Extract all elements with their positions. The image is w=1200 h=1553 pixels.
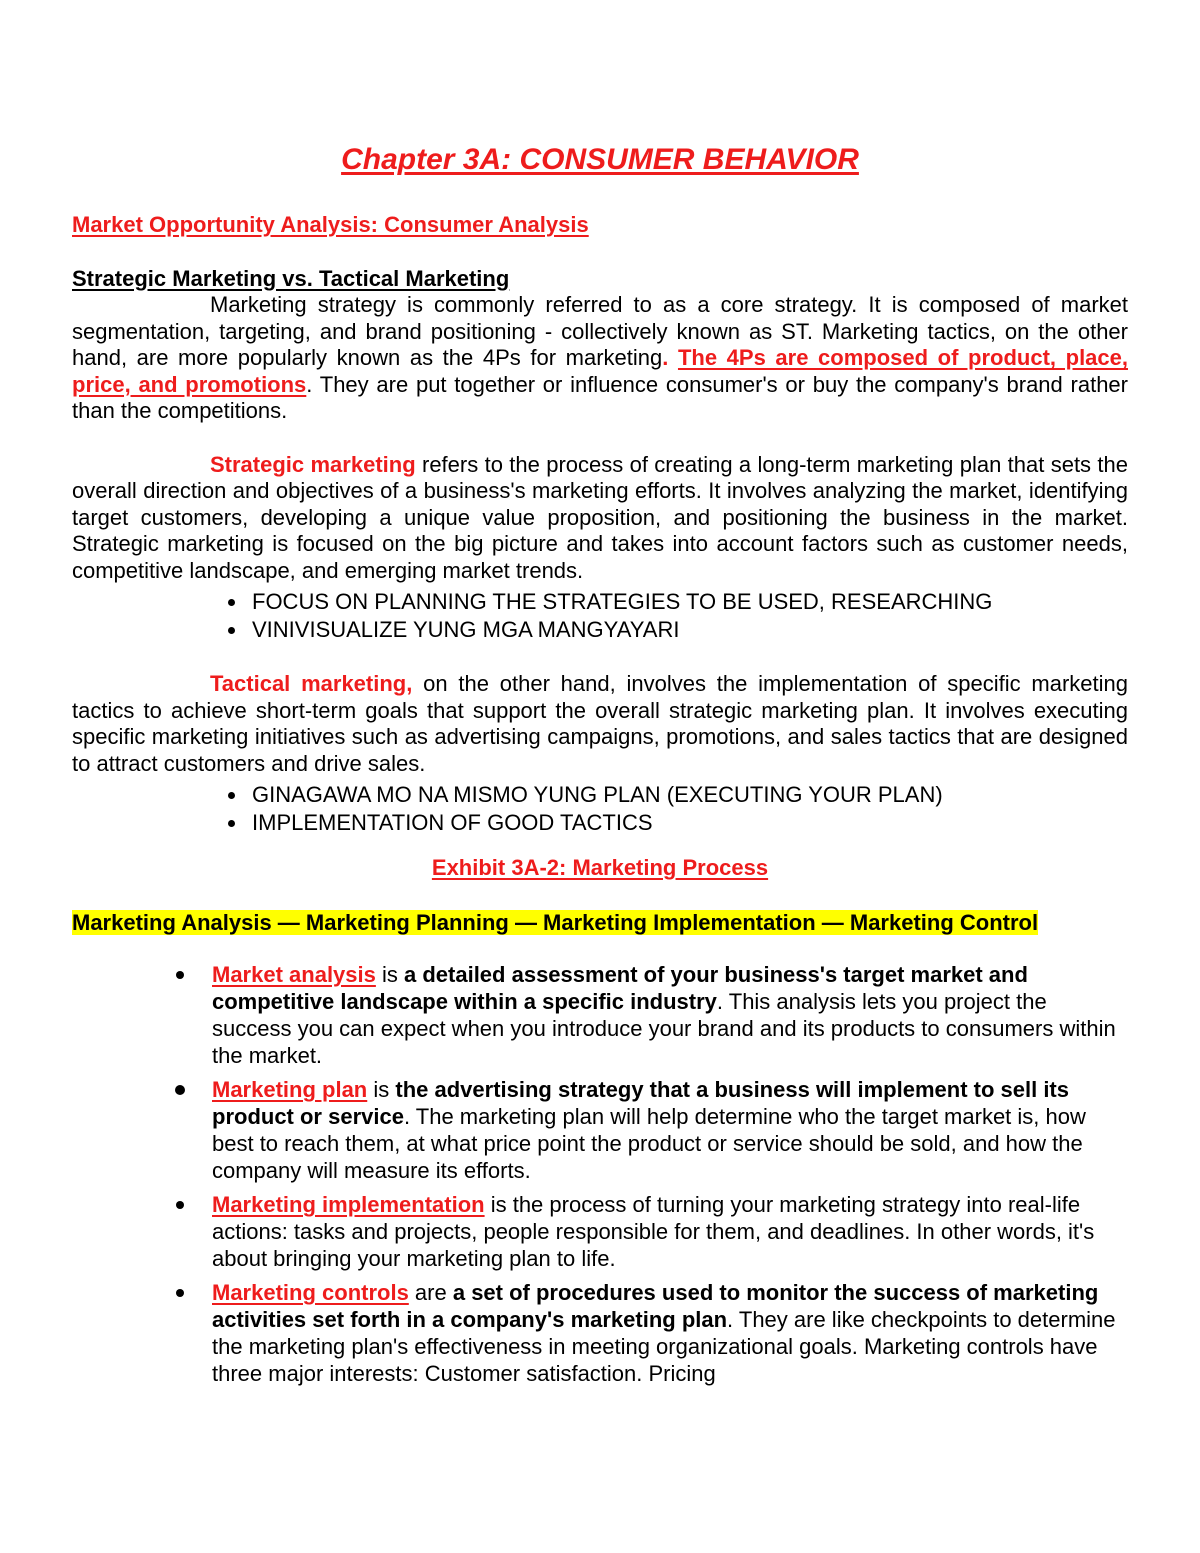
process-list xyxy=(72,961,1128,1387)
list-item xyxy=(212,1279,1128,1387)
process-definition: a set of procedures used to monitor the success of marketing activities set forth in a company's marketing plan xyxy=(212,1280,1099,1332)
process-term: Market analysis xyxy=(212,962,376,987)
process-line xyxy=(72,910,1128,937)
intro-text-a: Marketing strategy is commonly referred to as a core strategy. It is composed of market segmentation, targeting, and brand positioning - collectively known as ST. Marketing tactics, on the other hand, are more popularly known as the 4Ps for marketing xyxy=(72,292,1128,370)
section-heading: Market Opportunity Analysis: Consumer Analysis xyxy=(72,212,589,237)
list-item: GINAGAWA MO NA MISMO YUNG PLAN (EXECUTING YOUR PLAN) xyxy=(252,781,1128,809)
strategic-paragraph xyxy=(72,452,1128,585)
document-page xyxy=(72,140,1128,1394)
list-item xyxy=(212,961,1128,1069)
list-item xyxy=(212,1076,1128,1184)
list-item xyxy=(212,1191,1128,1272)
process-connector: is xyxy=(375,962,404,987)
process-highlight: Marketing Analysis — Marketing Planning — Marketing Implementation — Marketing Control xyxy=(72,909,1039,935)
strategic-bullets xyxy=(72,588,1128,644)
process-term: Marketing controls xyxy=(212,1280,409,1305)
process-connector: are xyxy=(408,1280,453,1305)
intro-highlight: The 4Ps are composed of product, place, price, and promotions xyxy=(72,345,1128,397)
intro-text-b: . They are put together or influence consumer's or buy the company's brand rather than the competitions. xyxy=(72,371,1128,423)
intro-paragraph xyxy=(72,292,1128,425)
tactical-paragraph xyxy=(72,671,1128,777)
process-term: Marketing implementation xyxy=(212,1192,485,1217)
process-rest: . This analysis lets you project the success you can expect when you introduce your brand and its products to consumers within the market. xyxy=(212,989,1116,1068)
process-rest: . The marketing plan will help determine who the target market is, how best to reach them, at what price point the product or service should be sold, and how the company will measure its efforts. xyxy=(212,1104,1086,1183)
strategic-text: refers to the process of creating a long-term marketing plan that sets the overall direction and objectives of a business's marketing efforts. It involves analyzing the market, identifying target customers, developing a unique value proposition, and positioning the business in the market. Strategic marketing is focused on the big picture and takes into account factors such as customer needs, competitive landscape, and emerging market trends. xyxy=(72,451,1128,583)
process-connector: is the process of turning your marketing strategy into real-life actions: tasks and projects, people responsible for them, and deadlines. In other words, it's about bringing your marketing plan to life. xyxy=(212,1192,1095,1271)
page-title: Chapter 3A: CONSUMER BEHAVIOR xyxy=(341,143,859,176)
strategic-term: Strategic marketing xyxy=(210,451,416,477)
list-item: FOCUS ON PLANNING THE STRATEGIES TO BE USED, RESEARCHING xyxy=(252,588,1128,616)
tactical-text: on the other hand, involves the implementation of specific marketing tactics to achieve short-term goals that support the overall strategic marketing plan. It involves executing specific marketing initiatives such as advertising campaigns, promotions, and sales tactics that are designed to attract customers and drive sales. xyxy=(72,671,1128,776)
list-item: VINIVISUALIZE YUNG MGA MANGYAYARI xyxy=(252,616,1128,644)
exhibit-heading: Exhibit 3A-2: Marketing Process xyxy=(431,855,769,880)
tactical-bullets xyxy=(72,781,1128,837)
sub-heading: Strategic Marketing vs. Tactical Marketing xyxy=(72,265,510,291)
tactical-term: Tactical marketing, xyxy=(210,671,413,696)
intro-dot: . xyxy=(662,345,669,370)
process-term: Marketing plan xyxy=(212,1077,368,1102)
process-definition: a detailed assessment of your business's target market and competitive landscape within a specific industry xyxy=(212,962,1028,1014)
list-item: IMPLEMENTATION OF GOOD TACTICS xyxy=(252,809,1128,837)
process-definition: the advertising strategy that a business will implement to sell its product or service xyxy=(212,1077,1069,1129)
process-rest: . They are like checkpoints to determine the marketing plan's effectiveness in meeting organizational goals. Marketing controls have three major interests: Customer satisfaction. Pricing xyxy=(212,1307,1116,1386)
process-connector: is xyxy=(367,1077,396,1102)
